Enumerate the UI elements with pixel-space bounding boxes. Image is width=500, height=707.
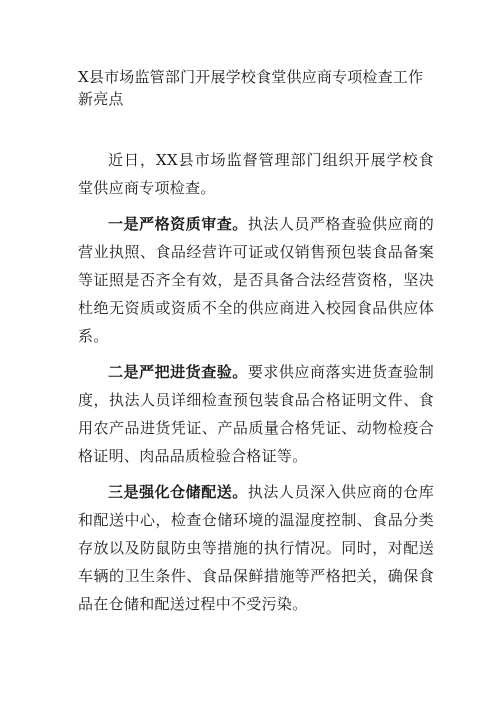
paragraph-text: 要求供应商落实进货查验制度，执法人员详细检查预包装食品合格证明文件、食用农产品进货凭证、产品质量合格凭证、动物检疫合格证明、肉品品质检验合格证等。 <box>78 363 434 465</box>
document-body <box>78 146 434 626</box>
paragraph-qualification-review <box>78 210 434 350</box>
paragraph-text: 执法人员严格查验供应商的营业执照、食品经营许可证或仅销售预包装食品备案等证照是否齐全有效，是否具备合法经营资格，坚决杜绝无资质或资质不全的供应商进入校园食品供应体系。 <box>78 215 434 345</box>
paragraph-purchase-inspection <box>78 358 434 470</box>
paragraph-text: 执法人员深入供应商的仓库和配送中心，检查仓储环境的温湿度控制、食品分类存放以及防鼠防虫等措施的执行情况。同时，对配送车辆的卫生条件、食品保鲜措施等严格把关，确保食品在仓储和配送过程中不受污染。 <box>78 483 434 613</box>
paragraph-storage-delivery <box>78 478 434 618</box>
paragraph-text: 近日，XX县市场监督管理部门组织开展学校食堂供应商专项检查。 <box>78 151 434 197</box>
paragraph-lead: 二是严把进货查验。 <box>108 363 248 381</box>
paragraph-lead: 一是严格资质审查。 <box>108 215 248 233</box>
document-title: X县市场监管部门开展学校食堂供应商专项检查工作新亮点 <box>78 68 424 108</box>
paragraph-lead: 三是强化仓储配送。 <box>108 483 248 501</box>
paragraph-intro <box>78 146 434 202</box>
